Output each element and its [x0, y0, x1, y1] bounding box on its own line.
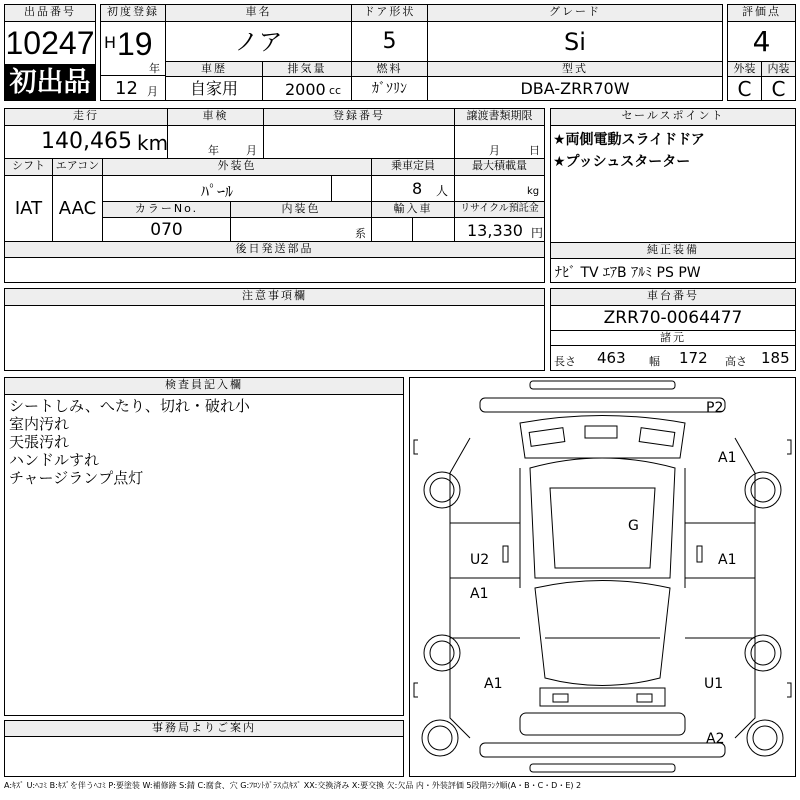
inspector-line-2: 室内汚れ	[9, 415, 70, 433]
width: 172	[679, 349, 708, 367]
office-box	[4, 736, 404, 777]
reg-number-label: 登録番号	[263, 108, 455, 126]
chassis-number: ZRR70-0064477	[550, 305, 796, 331]
mileage-unit: km	[137, 131, 169, 155]
registration-month: 12	[115, 78, 138, 99]
inspection-label: 車検	[167, 108, 264, 126]
reg-number-box	[263, 125, 455, 159]
lot-number: 10247	[4, 21, 96, 65]
damage-mark-a1-front-right: A1	[718, 450, 737, 466]
capacity: 8	[412, 179, 423, 198]
max-load-box	[454, 175, 545, 202]
equipment-label: 純正装備	[550, 242, 796, 259]
dims-box	[550, 345, 796, 371]
displacement: 2000	[285, 80, 326, 99]
score: 4	[727, 21, 796, 62]
height: 185	[761, 349, 790, 367]
registration-month-unit: 月	[147, 85, 158, 98]
interior-color-label: 内装色	[230, 201, 372, 218]
sales-point-2: ★プッシュスターター	[553, 154, 691, 170]
damage-mark-a1-right: A1	[718, 552, 737, 568]
displacement-box	[262, 76, 352, 101]
notes-label: 注意事項欄	[4, 288, 545, 306]
damage-mark-a1-left: A1	[470, 586, 489, 602]
exterior-color: ﾊﾟｰﾙ	[200, 182, 233, 201]
registration-year-box	[100, 21, 166, 76]
displacement-label: 排気量	[262, 61, 352, 77]
registration-year-unit: 年	[149, 62, 160, 75]
inspector-line-1: シートしみ、へたり、切れ・破れ小	[9, 397, 250, 415]
inspector-label: 検査員記入欄	[4, 377, 404, 395]
exterior-color-divider	[331, 176, 332, 201]
transfer-label: 譲渡書類期限	[454, 108, 545, 126]
model-label: 型式	[427, 61, 723, 77]
max-load-unit: kg	[527, 186, 540, 197]
capacity-box	[371, 175, 455, 202]
transfer-month-unit: 月	[489, 144, 500, 157]
exterior-grade-label: 外装	[727, 61, 762, 77]
later-parts-label: 後日発送部品	[4, 241, 545, 258]
notes-box	[4, 305, 545, 371]
recycle-unit: 円	[531, 226, 544, 240]
max-load-label: 最大積載量	[454, 158, 545, 176]
equipment: ﾅﾋﾞ TV ｴｱB ｱﾙﾐ PS PW	[555, 265, 701, 281]
exterior-color-label: 外装色	[102, 158, 372, 176]
recycle-box	[454, 217, 545, 242]
damage-legend: A:ｷｽﾞ U:ﾍｺﾐ B:ｷｽﾞを伴うﾍｺﾐ P:要塗装 W:補修跡 S:錆 C:腐食、穴 G:ﾌﾛﾝﾄｶﾞﾗｽ点ｷｽﾞ XX:交換済み X:要交換 欠:欠品 内・外装評価 5段階ﾗﾝｸ順(A・B・C・D・E) 2	[4, 781, 582, 790]
recycle: 13,330	[467, 221, 523, 240]
interior-grade-label: 内装	[761, 61, 796, 77]
registration-year: 19	[117, 26, 153, 62]
dims-label: 諸元	[550, 330, 796, 346]
displacement-unit: cc	[329, 84, 342, 97]
color-no-label: カラーNo.	[102, 201, 231, 218]
history-label: 車歴	[165, 61, 263, 77]
interior-color-box	[230, 217, 372, 242]
score-label: 評価点	[727, 4, 796, 22]
inspector-line-4: ハンドルすれ	[9, 451, 100, 469]
damage-mark-p2: P2	[706, 400, 724, 416]
length: 463	[597, 349, 626, 367]
interior-color-unit: 系	[355, 227, 366, 240]
chassis-label: 車台番号	[550, 288, 796, 306]
inspection-month-unit: 月	[246, 144, 257, 157]
lot-number-label: 出品番号	[4, 4, 96, 22]
later-parts-box	[4, 257, 545, 283]
inspection-box	[167, 125, 264, 159]
inspection-year-unit: 年	[208, 144, 219, 157]
import-box	[371, 217, 455, 242]
ac-label: エアコン	[52, 158, 103, 176]
damage-mark-u2: U2	[470, 552, 490, 568]
inspector-line-3: 天張汚れ	[9, 433, 70, 451]
registration-label: 初度登録	[100, 4, 166, 22]
grade-label: グレード	[427, 4, 723, 22]
car-diagram	[409, 377, 796, 777]
mileage-box	[4, 125, 168, 159]
car-name: ノア	[165, 21, 352, 62]
sales-points-box	[550, 125, 796, 243]
damage-mark-a1-rear-left: A1	[484, 676, 503, 692]
import-divider	[412, 218, 413, 241]
capacity-unit: 人	[436, 184, 449, 198]
height-label: 高さ	[725, 355, 747, 368]
model: DBA-ZRR70W	[427, 76, 723, 101]
recycle-label: リサイクル預託金	[454, 201, 545, 218]
inspector-box	[4, 394, 404, 716]
doors-label: ドア形状	[351, 4, 428, 22]
shift-label: シフト	[4, 158, 53, 176]
damage-mark-a2: A2	[706, 731, 725, 747]
doors: 5	[351, 21, 428, 62]
fuel: ｶﾞｿﾘﾝ	[351, 76, 428, 101]
mileage: 140,465	[41, 129, 132, 154]
registration-month-box	[100, 75, 166, 101]
transfer-day-unit: 日	[529, 144, 540, 157]
exterior-color-box	[102, 175, 372, 202]
car-diagram-drawing	[410, 378, 795, 776]
width-label: 幅	[649, 355, 660, 368]
history: 自家用	[165, 76, 263, 101]
equipment-box	[550, 258, 796, 283]
exterior-grade: C	[727, 76, 762, 101]
shift: IAT	[4, 175, 53, 242]
fuel-label: 燃料	[351, 61, 428, 77]
damage-mark-g: G	[628, 518, 639, 534]
import-label: 輸入車	[371, 201, 455, 218]
color-no: 070	[102, 217, 231, 242]
capacity-label: 乗車定員	[371, 158, 455, 176]
interior-grade: C	[761, 76, 796, 101]
car-name-label: 車名	[165, 4, 352, 22]
office-label: 事務局よりご案内	[4, 720, 404, 737]
mileage-label: 走行	[4, 108, 168, 126]
damage-mark-u1: U1	[704, 676, 724, 692]
transfer-box	[454, 125, 545, 159]
first-listing-badge: 初出品	[4, 65, 96, 101]
grade: Si	[427, 21, 723, 62]
ac: AAC	[52, 175, 103, 242]
length-label: 長さ	[554, 355, 576, 368]
inspector-line-5: チャージランプ点灯	[9, 469, 144, 487]
registration-era: H	[104, 33, 117, 52]
sales-point-1: ★両側電動スライドドア	[553, 132, 705, 148]
sales-points-label: セールスポイント	[550, 108, 796, 126]
